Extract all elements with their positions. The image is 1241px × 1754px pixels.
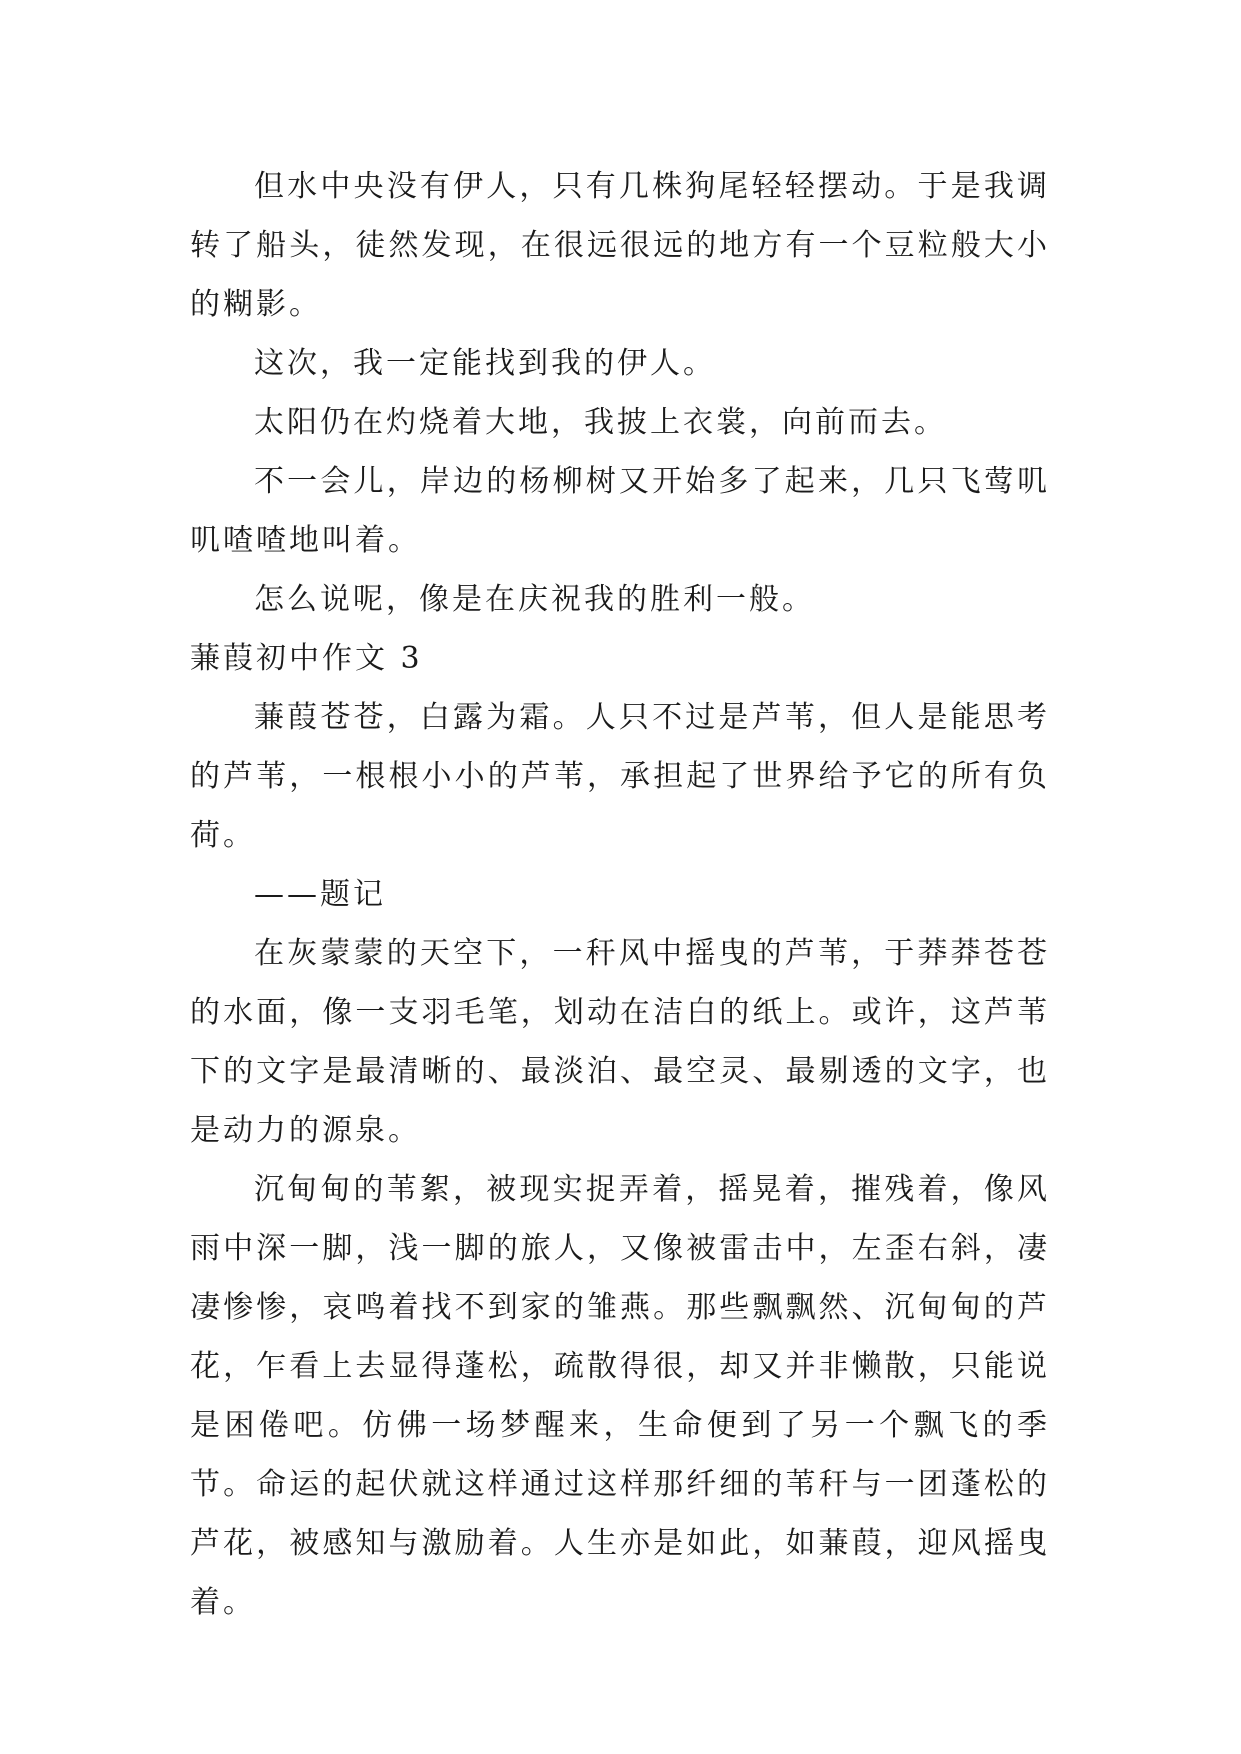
paragraph: 不一会儿，岸边的杨柳树又开始多了起来，几只飞莺叽叽喳喳地叫着。 bbox=[190, 464, 1050, 558]
document-body bbox=[190, 157, 1050, 1632]
paragraph: 这次，我一定能找到我的伊人。 bbox=[254, 346, 716, 381]
paragraph: 怎么说呢，像是在庆祝我的胜利一般。 bbox=[254, 582, 815, 617]
paragraph: 但水中央没有伊人，只有几株狗尾轻轻摆动。于是我调转了船头，徒然发现，在很远很远的地方有一个豆粒般大小的糊影。 bbox=[190, 169, 1050, 322]
paragraph: 太阳仍在灼烧着大地，我披上衣裳，向前而去。 bbox=[254, 405, 947, 440]
paragraph: 沉甸甸的苇絮，被现实捉弄着，摇晃着，摧残着，像风雨中深一脚，浅一脚的旅人，又像被雷击中，左歪右斜，凄凄惨惨，哀鸣着找不到家的雏燕。那些飘飘然、沉甸甸的芦花，乍看上去显得蓬松，疏散得很，却又并非懒散，只能说是困倦吧。仿佛一场梦醒来，生命便到了另一个飘飞的季节。命运的起伏就这样通过这样那纤细的苇秆与一团蓬松的芦花，被感知与激励着。人生亦是如此，如蒹葭，迎风摇曳着。 bbox=[190, 1172, 1050, 1620]
paragraph: 蒹葭苍苍，白露为霜。人只不过是芦苇，但人是能思考的芦苇，一根根小小的芦苇，承担起了世界给予它的所有负荷。 bbox=[190, 700, 1050, 853]
section-heading: 蒹葭初中作文 3 bbox=[190, 641, 423, 676]
paragraph: 在灰蒙蒙的天空下，一秆风中摇曳的芦苇，于莽莽苍苍的水面，像一支羽毛笔，划动在洁白的纸上。或许，这芦苇下的文字是最清晰的、最淡泊、最空灵、最剔透的文字，也是动力的源泉。 bbox=[190, 936, 1050, 1148]
epigraph-attribution: ——题记 bbox=[254, 877, 386, 912]
